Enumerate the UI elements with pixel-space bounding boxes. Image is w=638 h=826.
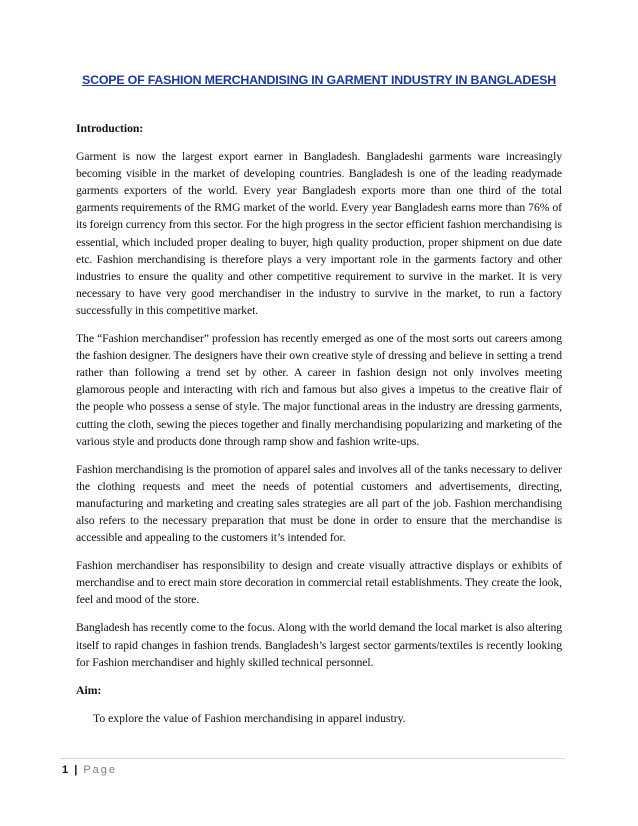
paragraph-1: Garment is now the largest export earner in Bangladesh. Bangladeshi garments ware increasingly becoming visible in the market of developing countries. Bangladesh is one of the leading readymade garments exporters of the world. Every year Bangladesh exports more than one third of the total garments requirements of the RMG market of the world. Every year Bangladesh earns more than 76% of its foreign currency from this sector. For the high progress in the sector efficient fashion merchandising is essential, which included proper dealing to buyer, high quality production, proper shipment on due date etc. Fashion merchandising is therefore plays a very important role in the garments factory and other industries to ensure the quality and other competitive requirement to survive in the market. It is very necessary to have very good merchandiser in the industry to survive in the market, to run a factory successfully in this competitive market.: [76, 150, 562, 317]
document-body: [76, 120, 562, 727]
aim-text: To explore the value of Fashion merchandising in apparel industry.: [93, 711, 406, 725]
footer-separator: |: [74, 764, 78, 776]
aim-heading: Aim:: [76, 683, 102, 697]
paragraph-2: The “Fashion merchandiser” profession has recently emerged as one of the most sorts out careers among the fashion designer. The designers have their own creative style of dressing and believe in setting a trend rather than following a trend set by other. A career in fashion design not only involves meeting glamorous people and interacting with rich and famous but also gives a impetus to the creative flair of the people who possess a sense of style. The major functional areas in the industry are dressing garments, cutting the cloth, sewing the pieces together and finally merchandising popularizing and marketing of the various style and products done through ramp show and fashion write-ups.: [76, 332, 562, 448]
paragraph-5: Bangladesh has recently come to the focus. Along with the world demand the local market is also altering itself to rapid changes in fashion trends. Bangladesh’s largest sector garments/textiles is recently looking for Fashion merchandiser and highly skilled technical personnel.: [76, 621, 562, 669]
page-number: 1: [62, 764, 69, 776]
paragraph-3: Fashion merchandising is the promotion of apparel sales and involves all of the tanks necessary to deliver the clothing requests and meet the needs of potential customers and advertisements, directing, manufacturing and marketing and creating sales strategies are all part of the job. Fashion merchandising also refers to the necessary preparation that must be done in order to ensure that the merchandise is accessible and appealing to the customers it’s intended for.: [76, 462, 562, 545]
page-label: Page: [83, 764, 118, 776]
introduction-heading: Introduction:: [76, 122, 144, 135]
page-footer: [62, 763, 117, 777]
footer-divider: [60, 758, 565, 759]
document-title: SCOPE OF FASHION MERCHANDISING IN GARMENT INDUSTRY IN BANGLADESH: [82, 73, 556, 87]
paragraph-4: Fashion merchandiser has responsibility to design and create visually attractive displays or exhibits of merchandise and to erect main store decoration in commercial retail establishments. They create the look, feel and mood of the store.: [76, 559, 562, 607]
